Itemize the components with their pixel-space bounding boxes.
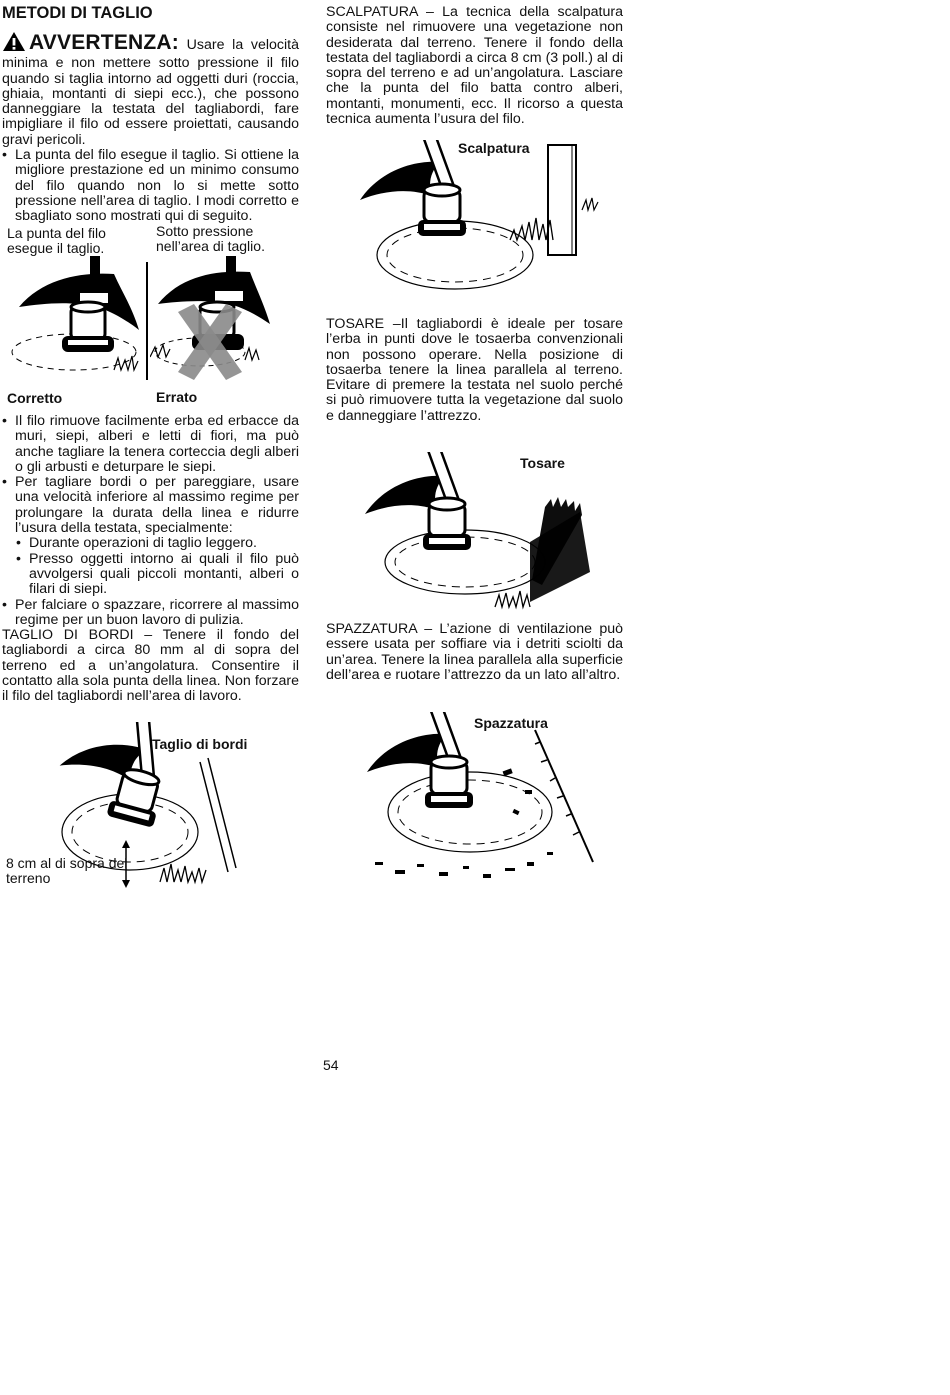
left-column-lower: [2, 414, 299, 705]
warning-triangle-icon: [2, 31, 26, 56]
bullet-item: • Il filo rimuove facilmente erba ed erbacce da muri, siepi, alberi e letti di fiori, ma può anche tagliare la tenera corteccia degli alberi o gli arbusti e deturpare le siepi.: [2, 414, 299, 475]
compare-label-right: Sotto pressione nell’area di taglio.: [156, 223, 265, 254]
edging-height-label: 8 cm al di sopra del terreno: [6, 855, 128, 886]
mowing-block: [326, 317, 623, 424]
figure-divider: [146, 262, 148, 380]
figure-correct: [4, 252, 149, 387]
warning-word: AVVERTENZA:: [29, 31, 179, 54]
sweeping-figure-title: Spazzatura: [474, 715, 548, 731]
caption-correct: Corretto: [7, 390, 63, 406]
mowing-paragraph: TOSARE –Il tagliabordi è ideale per tosare l’erba in punti dove le tosaerba convenzionali non possono operare. Nella posizione di tosaerba tenere la linea parallela al terreno. Evitare di premere la testata nel suolo perché si può rimuovere tutta la vegetazione dal suolo e danneggiare l’attrezzo.: [326, 316, 623, 424]
page-heading: METODI DI TAGLIO: [2, 4, 153, 22]
sweeping-paragraph: SPAZZATURA – L’azione di ventilazione può essere usata per soffiare via i detriti sciolti da un’area. Tenere la linea parallela alla superficie dell’area e ruotare l’attrezzo da un lato all’altro.: [326, 621, 623, 683]
bullet-tip: • La punta del filo esegue il taglio. Si ottiene la migliore prestazione ed un minimo consumo del filo quando non lo si mette sotto pressione nell’area di taglio. I modi corretto e sbagliato sono mostrati qui di seguito.: [2, 148, 299, 224]
scalping-paragraph: SCALPATURA – La tecnica della scalpatura consiste nel rimuovere una vegetazione non desiderata dal terreno. Tenere il fondo della testata del tagliabordi a circa 8 cm (3 poll.) al di sopra del terreno e ad un’angolatura. Lasciare che la punta del filo batta contro alberi, montanti, monumenti, ecc. Il ricorso a questa tecnica aumenta l’usura del filo.: [326, 4, 623, 128]
sweeping-block: [326, 622, 623, 683]
caption-wrong: Errato: [156, 389, 198, 405]
sweeping-figure: [355, 712, 605, 887]
warning-paragraph: [2, 31, 299, 148]
mowing-figure: [355, 452, 610, 614]
scalping-figure: [350, 140, 615, 305]
edging-figure-title: Taglio di bordi: [152, 736, 248, 752]
bullet-item: • Per falciare o spazzare, ricorrere al massimo regime per un buon lavoro di pulizia.: [2, 598, 299, 629]
figure-wrong: [150, 252, 280, 387]
page-number: 54: [323, 1057, 339, 1073]
compare-label-left: La punta del filo esegue il taglio.: [7, 225, 106, 256]
sub-bullet-item: • Durante operazioni di taglio leggero.: [2, 536, 299, 551]
edging-paragraph: TAGLIO DI BORDI – Tenere il fondo del tagliabordi a circa 80 mm al di sopra del terreno ed a un’angolatura. Consentire il contatto alla sola punta della linea. Non forzare il filo del tagliabordi nell’area di lavoro.: [2, 627, 299, 705]
warning-text: Usare la velocità minima e non mettere sotto pressione il filo quando si taglia intorno ad oggetti duri (roccia, ghiaia, montanti di siepi ecc.), che possono danneggiare la testata del tagliabordi, fare impigliare il filo od essere proiettati, causando gravi pericoli.: [2, 37, 299, 148]
left-column: [2, 0, 299, 225]
sub-bullet-item: • Presso oggetti intorno ai quali il filo può avvolgersi quali piccoli montanti, alberi o filari di siepi.: [2, 552, 299, 598]
bullet-item: • Per tagliare bordi o per pareggiare, usare una velocità inferiore al massimo regime per prolungare la durata della linea e ridurre l’usura della testata, specialmente:: [2, 475, 299, 536]
mowing-figure-title: Tosare: [520, 455, 565, 471]
scalping-figure-title: Scalpatura: [458, 140, 530, 156]
scalping-block: [326, 5, 623, 127]
